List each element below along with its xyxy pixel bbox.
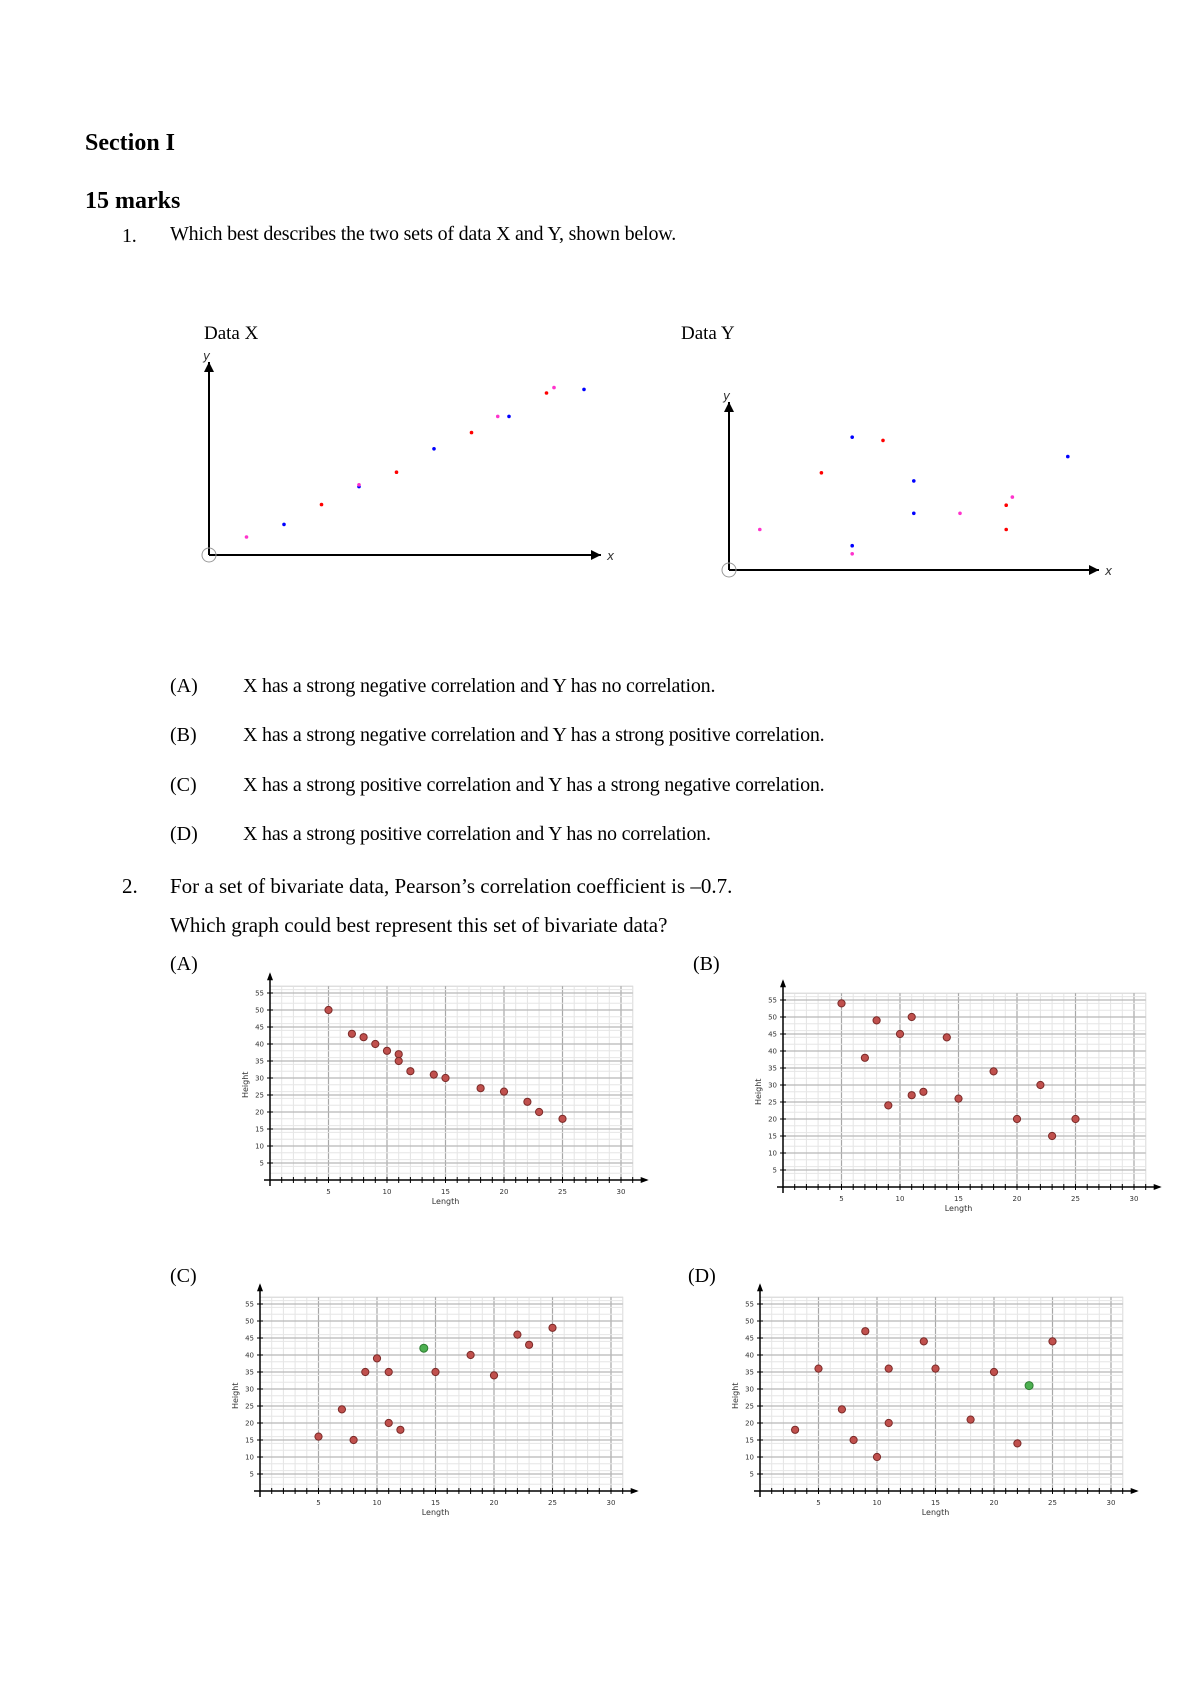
y-tick-label: 55: [768, 996, 777, 1005]
y-axis-label: Height: [731, 1382, 740, 1410]
plot-area: [783, 993, 1146, 1187]
y-tick-label: 40: [745, 1351, 754, 1360]
data-point: [372, 1040, 379, 1047]
option-d-letter: (D): [170, 823, 198, 845]
y-tick-label: 45: [255, 1023, 264, 1032]
y-tick-label: 5: [249, 1470, 254, 1479]
chart-title-data-x: Data X: [204, 323, 259, 344]
data-point: [862, 1328, 869, 1335]
data-point: [350, 1436, 357, 1443]
data-point: [500, 1088, 507, 1095]
highlighted-point: [420, 1344, 428, 1352]
data-point: [432, 1368, 439, 1375]
x-axis-label: Length: [421, 1508, 450, 1517]
option-b-text: X has a strong negative correlation and Y has a strong positive correlation.: [243, 724, 825, 746]
data-point: [559, 1115, 566, 1122]
y-tick-label: 55: [255, 989, 264, 998]
y-tick-label: 15: [255, 1125, 264, 1134]
data-point: [1049, 1132, 1056, 1139]
y-tick-label: 20: [745, 1419, 754, 1428]
y-axis-label: y: [723, 389, 731, 403]
graph-d-letter: (D): [688, 1265, 716, 1287]
y-axis-arrow: [257, 1283, 263, 1291]
data-point: [360, 1034, 367, 1041]
y-tick-label: 20: [255, 1108, 264, 1117]
x-tick-label: 20: [489, 1499, 499, 1507]
y-tick-label: 30: [745, 1385, 754, 1394]
data-point: [536, 1108, 543, 1115]
data-point: [815, 1365, 822, 1372]
y-tick-label: 45: [768, 1030, 777, 1039]
data-point: [282, 523, 286, 527]
data-point: [1037, 1081, 1044, 1088]
data-point: [373, 1355, 380, 1362]
y-tick-label: 5: [749, 1470, 754, 1479]
y-axis-arrow: [757, 1283, 763, 1291]
x-tick-label: 5: [839, 1195, 844, 1203]
y-tick-label: 30: [245, 1385, 254, 1394]
data-point: [442, 1074, 449, 1081]
y-axis-arrow: [780, 979, 786, 987]
y-tick-label: 35: [255, 1057, 264, 1066]
y-tick-label: 35: [745, 1368, 754, 1377]
data-point: [1014, 1440, 1021, 1447]
y-tick-label: 15: [768, 1132, 777, 1141]
question-2-line-1: For a set of bivariate data, Pearson’s correlation coefficient is –0.7.: [170, 874, 733, 898]
y-tick-label: 30: [255, 1074, 264, 1083]
y-tick-label: 30: [768, 1081, 777, 1090]
data-point: [881, 439, 885, 443]
x-tick-label: 20: [499, 1188, 509, 1196]
option-a-text: X has a strong negative correlation and Y has no correlation.: [243, 675, 716, 697]
x-tick-label: 20: [1012, 1195, 1022, 1203]
y-tick-label: 50: [245, 1317, 254, 1326]
y-axis-arrow: [204, 362, 214, 372]
data-point: [850, 544, 854, 548]
data-point: [582, 388, 586, 392]
data-point: [397, 1426, 404, 1433]
x-tick-label: 25: [558, 1188, 567, 1196]
y-tick-label: 25: [255, 1091, 264, 1100]
data-point: [526, 1341, 533, 1348]
y-tick-label: 10: [745, 1453, 754, 1462]
y-tick-label: 10: [768, 1149, 777, 1158]
question-2-number: 2.: [122, 874, 138, 898]
data-point: [920, 1338, 927, 1345]
y-axis-label: Height: [241, 1071, 250, 1099]
option-d-text: X has a strong positive correlation and Y has no correlation.: [243, 823, 711, 845]
y-tick-label: 5: [772, 1166, 777, 1175]
data-point: [873, 1453, 880, 1460]
data-point: [908, 1092, 915, 1099]
x-tick-label: 5: [316, 1499, 321, 1507]
data-point: [357, 483, 361, 487]
x-tick-label: 30: [616, 1188, 626, 1196]
data-point: [1072, 1115, 1079, 1122]
y-tick-label: 25: [245, 1402, 254, 1411]
x-axis-arrow: [641, 1177, 649, 1183]
x-axis-arrow: [591, 550, 601, 560]
plot-area: [760, 1297, 1123, 1491]
highlighted-point: [1025, 1382, 1033, 1390]
data-point: [908, 1013, 915, 1020]
data-point: [932, 1365, 939, 1372]
data-point: [320, 503, 324, 507]
option-c-text: X has a strong positive correlation and Y has a strong negative correlation.: [243, 774, 825, 796]
data-point: [1004, 503, 1008, 507]
y-tick-label: 20: [768, 1115, 777, 1124]
x-tick-label: 10: [895, 1195, 905, 1203]
y-tick-label: 50: [255, 1006, 264, 1015]
graph-a-letter: (A): [170, 953, 198, 975]
y-tick-label: 40: [768, 1047, 777, 1056]
data-point: [348, 1030, 355, 1037]
x-tick-label: 25: [1048, 1499, 1057, 1507]
data-point: [990, 1368, 997, 1375]
x-tick-label: 25: [548, 1499, 557, 1507]
x-tick-label: 15: [441, 1188, 450, 1196]
question-1-number: 1.: [122, 225, 137, 247]
graph-a-scatter: [240, 965, 650, 1220]
x-axis-label: x: [607, 549, 615, 563]
x-tick-label: 30: [606, 1499, 616, 1507]
data-point: [955, 1095, 962, 1102]
x-axis-arrow: [1154, 1184, 1162, 1190]
x-tick-label: 30: [1106, 1499, 1116, 1507]
data-point: [362, 1368, 369, 1375]
y-tick-label: 25: [745, 1402, 754, 1411]
data-point: [395, 470, 399, 474]
plot-area: [270, 986, 633, 1180]
y-tick-label: 15: [745, 1436, 754, 1445]
x-axis-label: Length: [921, 1508, 950, 1517]
data-point: [395, 1051, 402, 1058]
graph-b-scatter: [753, 972, 1163, 1227]
data-point: [958, 512, 962, 516]
graph-d-scatter: [730, 1276, 1140, 1531]
section-marks: 15 marks: [85, 188, 181, 214]
data-point: [507, 415, 511, 419]
y-axis-label: Height: [754, 1078, 763, 1106]
data-point: [1049, 1338, 1056, 1345]
data-point: [430, 1071, 437, 1078]
chart-title-data-y: Data Y: [681, 323, 735, 344]
data-point: [885, 1102, 892, 1109]
data-point: [758, 528, 762, 532]
data-point: [990, 1068, 997, 1075]
data-point: [467, 1351, 474, 1358]
x-tick-label: 5: [326, 1188, 331, 1196]
graph-b-letter: (B): [693, 953, 720, 975]
y-tick-label: 55: [745, 1300, 754, 1309]
data-point: [524, 1098, 531, 1105]
data-point: [1004, 528, 1008, 532]
data-point: [873, 1017, 880, 1024]
data-point: [545, 391, 549, 395]
data-point: [861, 1054, 868, 1061]
data-point: [432, 447, 436, 451]
data-point: [912, 512, 916, 516]
data-point: [470, 431, 474, 435]
data-point: [850, 1436, 857, 1443]
x-tick-label: 15: [431, 1499, 440, 1507]
data-y-scatter-plot: [715, 375, 1115, 580]
data-point: [885, 1419, 892, 1426]
plot-area: [260, 1297, 623, 1491]
x-axis-label: x: [1105, 564, 1113, 578]
data-point: [496, 415, 500, 419]
x-tick-label: 10: [872, 1499, 882, 1507]
data-point: [1011, 495, 1015, 499]
data-point: [552, 386, 556, 390]
section-title: Section I: [85, 130, 175, 156]
data-point: [943, 1034, 950, 1041]
y-tick-label: 40: [245, 1351, 254, 1360]
y-axis-arrow: [724, 402, 734, 412]
y-tick-label: 55: [245, 1300, 254, 1309]
data-point: [325, 1006, 332, 1013]
question-2-line-2: Which graph could best represent this set of bivariate data?: [170, 913, 668, 937]
x-axis-label: Length: [944, 1204, 973, 1213]
data-point: [885, 1365, 892, 1372]
y-axis-arrow: [267, 972, 273, 980]
y-tick-label: 40: [255, 1040, 264, 1049]
data-point: [383, 1047, 390, 1054]
y-tick-label: 20: [245, 1419, 254, 1428]
data-point: [838, 1406, 845, 1413]
x-tick-label: 15: [954, 1195, 963, 1203]
x-tick-label: 5: [816, 1499, 821, 1507]
data-point: [385, 1368, 392, 1375]
y-tick-label: 35: [768, 1064, 777, 1073]
option-a-letter: (A): [170, 675, 198, 697]
data-point: [820, 471, 824, 475]
x-tick-label: 25: [1071, 1195, 1080, 1203]
y-tick-label: 50: [768, 1013, 777, 1022]
data-point: [395, 1057, 402, 1064]
data-point: [407, 1068, 414, 1075]
y-tick-label: 50: [745, 1317, 754, 1326]
x-tick-label: 30: [1129, 1195, 1139, 1203]
y-axis-label: Height: [231, 1382, 240, 1410]
x-tick-label: 20: [989, 1499, 999, 1507]
x-tick-label: 10: [372, 1499, 382, 1507]
data-point: [920, 1088, 927, 1095]
data-point: [850, 435, 854, 439]
question-1-text: Which best describes the two sets of data X and Y, shown below.: [170, 223, 676, 245]
x-axis-arrow: [1089, 565, 1099, 575]
y-tick-label: 25: [768, 1098, 777, 1107]
y-tick-label: 35: [245, 1368, 254, 1377]
data-point: [838, 1000, 845, 1007]
y-tick-label: 10: [245, 1453, 254, 1462]
graph-c-letter: (C): [170, 1265, 197, 1287]
data-point: [1013, 1115, 1020, 1122]
data-point: [514, 1331, 521, 1338]
data-point: [850, 552, 854, 556]
data-point: [477, 1085, 484, 1092]
y-tick-label: 5: [259, 1159, 264, 1168]
x-axis-label: Length: [431, 1197, 460, 1206]
x-axis-arrow: [1131, 1488, 1139, 1494]
x-tick-label: 10: [382, 1188, 392, 1196]
data-point: [490, 1372, 497, 1379]
data-point: [912, 479, 916, 483]
option-b-letter: (B): [170, 724, 197, 746]
option-c-letter: (C): [170, 774, 197, 796]
data-point: [1066, 455, 1070, 459]
data-point: [896, 1030, 903, 1037]
data-point: [315, 1433, 322, 1440]
x-axis-arrow: [631, 1488, 639, 1494]
x-tick-label: 15: [931, 1499, 940, 1507]
data-point: [338, 1406, 345, 1413]
data-point: [385, 1419, 392, 1426]
data-point: [245, 535, 249, 539]
y-tick-label: 15: [245, 1436, 254, 1445]
graph-c-scatter: [230, 1276, 640, 1531]
y-tick-label: 45: [245, 1334, 254, 1343]
y-tick-label: 45: [745, 1334, 754, 1343]
y-tick-label: 10: [255, 1142, 264, 1151]
data-point: [549, 1324, 556, 1331]
y-axis-label: y: [203, 349, 211, 363]
data-point: [792, 1426, 799, 1433]
data-x-scatter-plot: [195, 340, 615, 563]
data-point: [967, 1416, 974, 1423]
